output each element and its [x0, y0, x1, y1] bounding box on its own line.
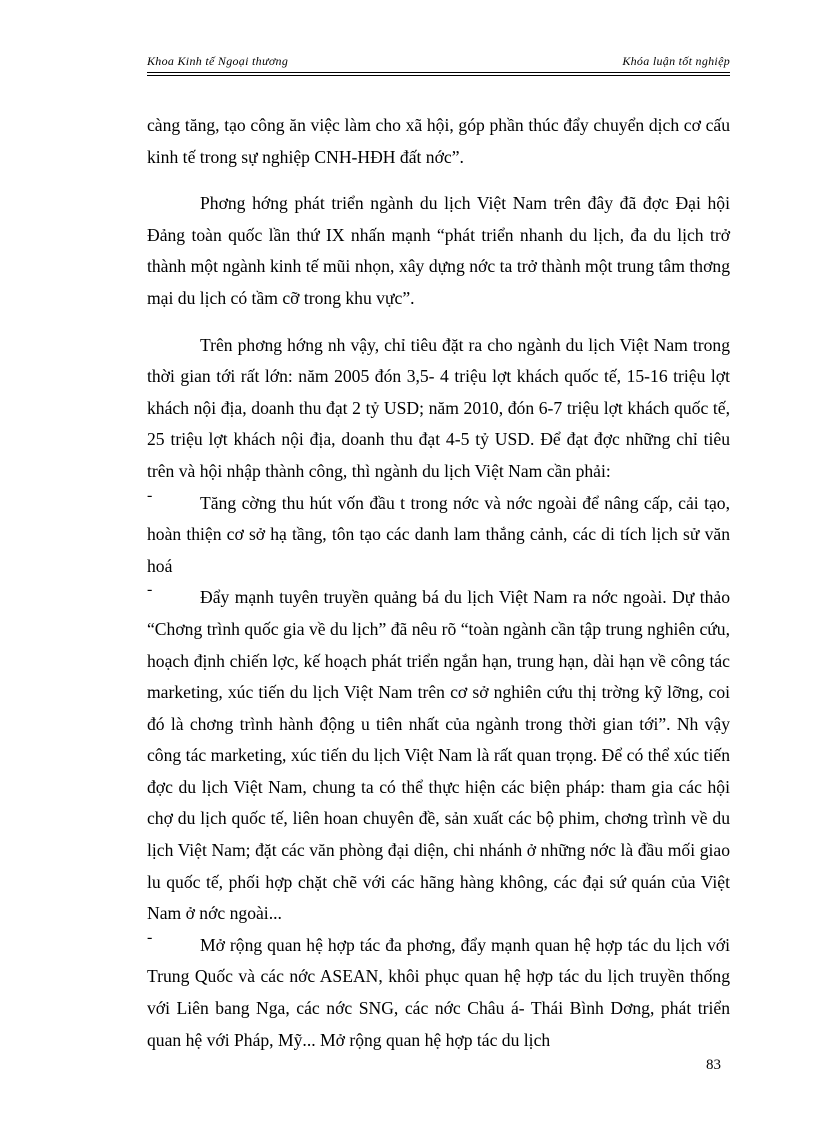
bullet-marker: - [147, 928, 153, 946]
body-text [147, 110, 730, 1056]
paragraph: càng tăng, tạo công ăn việc làm cho xã hội, góp phần thúc đẩy chuyển dịch cơ cấu kinh tế trong sự nghiệp CNH-HĐH đất nớc”. [147, 115, 730, 167]
header-thesis-title: Khóa luận tốt nghiệp [622, 54, 730, 68]
header-faculty: Khoa Kinh tế Ngoại thương [147, 54, 289, 68]
bullet-text: Mở rộng quan hệ hợp tác đa phơng, đẩy mạnh quan hệ hợp tác du lịch với Trung Quốc và các nớc ASEAN, khôi phục quan hệ hợp tác du lịch truyền thống với Liên bang Nga, các nớc SNG, các nớc Châu á- Thái Bình Dơng, phát triển quan hệ với Pháp, Mỹ... Mở rộng quan hệ hợp tác du lịch [147, 934, 730, 1050]
page-number: 83 [706, 1057, 721, 1073]
bullet-text: Tăng cờng thu hút vốn đầu t trong nớc và nớc ngoài để nâng cấp, cải tạo, hoàn thiện cơ sở hạ tầng, tôn tạo các danh lam thắng cảnh, các di tích lịch sử văn hoá [147, 492, 730, 576]
paragraph: Trên phơng hớng nh vậy, chỉ tiêu đặt ra cho ngành du lịch Việt Nam trong thời gian tới rất lớn: năm 2005 đón 3,5- 4 triệu lợt khách quốc tế, 15-16 triệu lợt khách nội địa, doanh thu đạt 2 tỷ USD; năm 2010, đón 6-7 triệu lợt khách quốc tế, 25 triệu lợt khách nội địa, doanh thu đạt 4-5 tỷ USD. Để đạt đợc những chỉ tiêu trên và hội nhập thành công, thì ngành du lịch Việt Nam cần phải: [147, 334, 730, 481]
bullet-item [147, 930, 730, 1056]
bullet-marker: - [147, 581, 153, 599]
bullet-marker: - [147, 486, 153, 504]
bullet-text: Đẩy mạnh tuyên truyền quảng bá du lịch Việt Nam ra nớc ngoài. Dự thảo “Chơng trình quốc gia về du lịch” đã nêu rõ “toàn ngành cần tập trung nghiên cứu, hoạch định chiến lợc, kế hoạch phát triển ngắn hạn, trung hạn, dài hạn về công tác marketing, xúc tiến du lịch Việt Nam trên cơ sở nghiên cứu thị trờng kỹ lỡng, coi đó là chơng trình hành động u tiên nhất của ngành trong thời gian tới”. Nh vậy công tác marketing, xúc tiến du lịch Việt Nam là rất quan trọng. Để có thể xúc tiến đợc du lịch Việt Nam, chung ta có thể thực hiện các biện pháp: tham gia các hội chợ du lịch quốc tế, liên hoan chuyên đề, sản xuất các bộ phim, chơng trình về du lịch Việt Nam; đặt các văn phòng đại diện, chi nhánh ở những nớc là đầu mối giao lu quốc tế, phối hợp chặt chẽ với các hãng hàng không, các đại sứ quán của Việt Nam ở nớc ngoài... [147, 587, 730, 924]
page-header [147, 50, 730, 73]
paragraph: Phơng hớng phát triển ngành du lịch Việt Nam trên đây đã đợc Đại hội Đảng toàn quốc lần thứ IX nhấn mạnh “phát triển nhanh du lịch, đa du lịch trở thành một ngành kinh tế mũi nhọn, xây dựng nớc ta trở thành một trung tâm thơng mại du lịch có tầm cỡ trong khu vực”. [147, 193, 730, 308]
bullet-item [147, 488, 730, 583]
bullet-item [147, 582, 730, 930]
